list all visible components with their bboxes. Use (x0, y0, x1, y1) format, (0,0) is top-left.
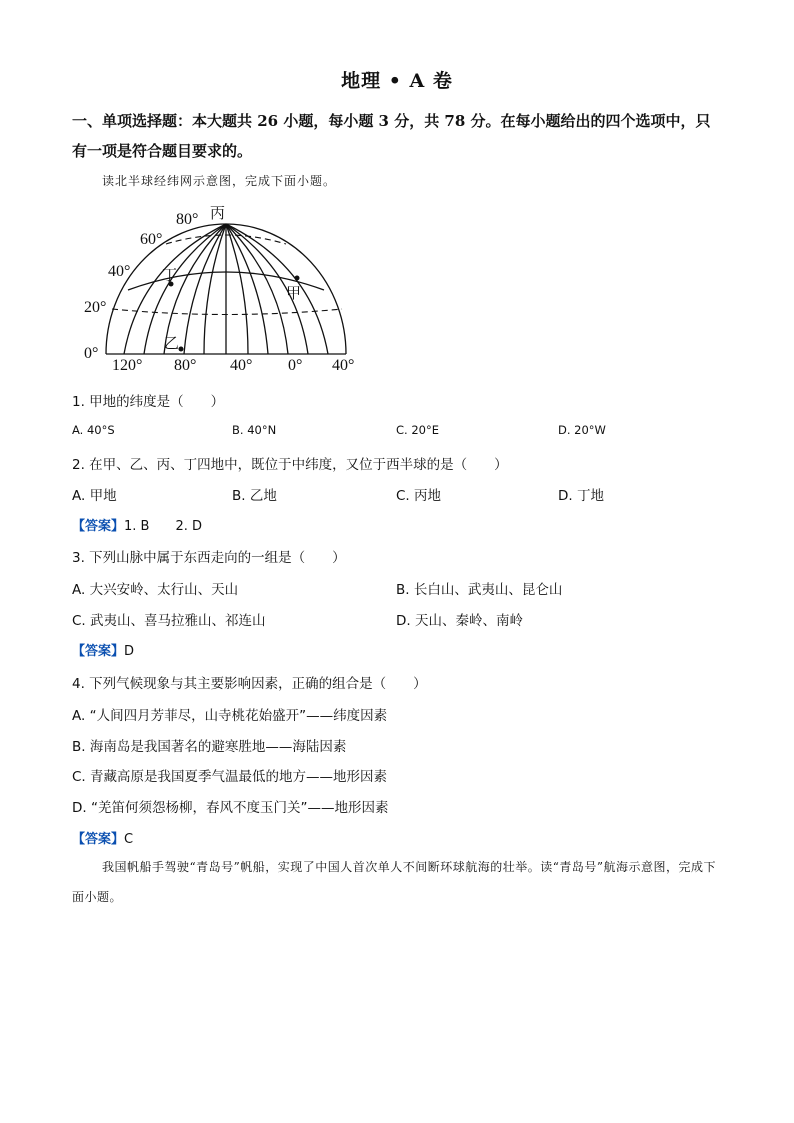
lon-label: 120° (112, 357, 143, 374)
answer-4-value: C (124, 832, 134, 847)
q1-option-a[interactable]: A. 40°S (72, 423, 115, 437)
answer-tag: 【答案】 (72, 519, 125, 534)
q1-option-c[interactable]: C. 20°E (396, 423, 439, 437)
lon-label: 40° (230, 357, 253, 374)
answer-1-2 (72, 515, 202, 534)
question-1-stem: 1. 甲地的纬度是（ ） (72, 394, 225, 410)
lat-label: 80° (176, 211, 199, 228)
q2-option-d[interactable]: D. 丁地 (558, 488, 604, 504)
q3-option-a[interactable]: A. 大兴安岭、太行山、天山 (72, 582, 239, 598)
lat-label: 20° (84, 299, 107, 316)
q4-option-a[interactable]: A. “人间四月芳菲尽，山寺桃花始盛开”——纬度因素 (72, 708, 388, 724)
lat-label: 0° (84, 345, 99, 362)
point-label-ding: 丁 (162, 266, 178, 284)
point-label-yi: 乙 (164, 334, 180, 352)
q2-option-c[interactable]: C. 丙地 (396, 488, 442, 504)
q4-option-c[interactable]: C. 青藏高原是我国夏季气温最低的地方——地形因素 (72, 769, 388, 785)
q1-option-b[interactable]: B. 40°N (232, 423, 277, 437)
answer-3 (72, 640, 134, 659)
answer-1: 1. B (124, 519, 150, 534)
point-label-bing: 丙 (210, 204, 226, 222)
lat-label: 40° (108, 263, 131, 280)
q2-option-b[interactable]: B. 乙地 (232, 488, 277, 504)
question-3-stem: 3. 下列山脉中属于东西走向的一组是（ ） (72, 550, 346, 566)
q3-option-b[interactable]: B. 长白山、武夷山、昆仑山 (396, 582, 563, 598)
answer-tag: 【答案】 (72, 832, 125, 847)
q3-option-d[interactable]: D. 天山、秦岭、南岭 (396, 613, 523, 629)
lon-label: 40° (332, 357, 355, 374)
meridian (226, 224, 328, 354)
lon-label: 0° (288, 357, 303, 374)
q1-option-d[interactable]: D. 20°W (558, 423, 606, 437)
answer-2: 2. D (175, 519, 203, 534)
graticule-map (80, 196, 370, 376)
answer-3-value: D (124, 644, 135, 659)
meridian (226, 224, 288, 354)
q2-option-a[interactable]: A. 甲地 (72, 488, 117, 504)
lon-label: 80° (174, 357, 197, 374)
q4-option-b[interactable]: B. 海南岛是我国著名的避寒胜地——海陆因素 (72, 739, 347, 755)
question-intro-2: 我国帆船手驾驶“青岛号”帆船，实现了中国人首次单人不间断环球航海的壮举。读“青岛号”航海示意图，完成下面小题。 (72, 860, 717, 904)
question-4-stem: 4. 下列气候现象与其主要影响因素，正确的组合是（ ） (72, 676, 427, 692)
page-title: 地理 • A 卷 (341, 70, 453, 92)
point-jia (295, 276, 300, 281)
point-yi (179, 347, 184, 352)
lat-label: 60° (140, 231, 163, 248)
section-heading: 一、单项选择题：本大题共 26 小题，每小题 3 分，共 78 分。在每小题给出的四个选项中，只有一项是符合题目要求的。 (72, 112, 711, 160)
point-label-jia: 甲 (286, 284, 302, 302)
question-intro: 读北半球经纬网示意图，完成下面小题。 (102, 174, 337, 188)
q3-option-c[interactable]: C. 武夷山、喜马拉雅山、祁连山 (72, 613, 266, 629)
parallel-23-dashed (112, 309, 342, 315)
question-2-stem: 2. 在甲、乙、丙、丁四地中，既位于中纬度，又位于西半球的是（ ） (72, 457, 508, 473)
answer-4 (72, 828, 133, 847)
q4-option-d[interactable]: D. “羌笛何须怨杨柳，春风不度玉门关”——地形因素 (72, 800, 389, 816)
answer-tag: 【答案】 (72, 644, 125, 659)
